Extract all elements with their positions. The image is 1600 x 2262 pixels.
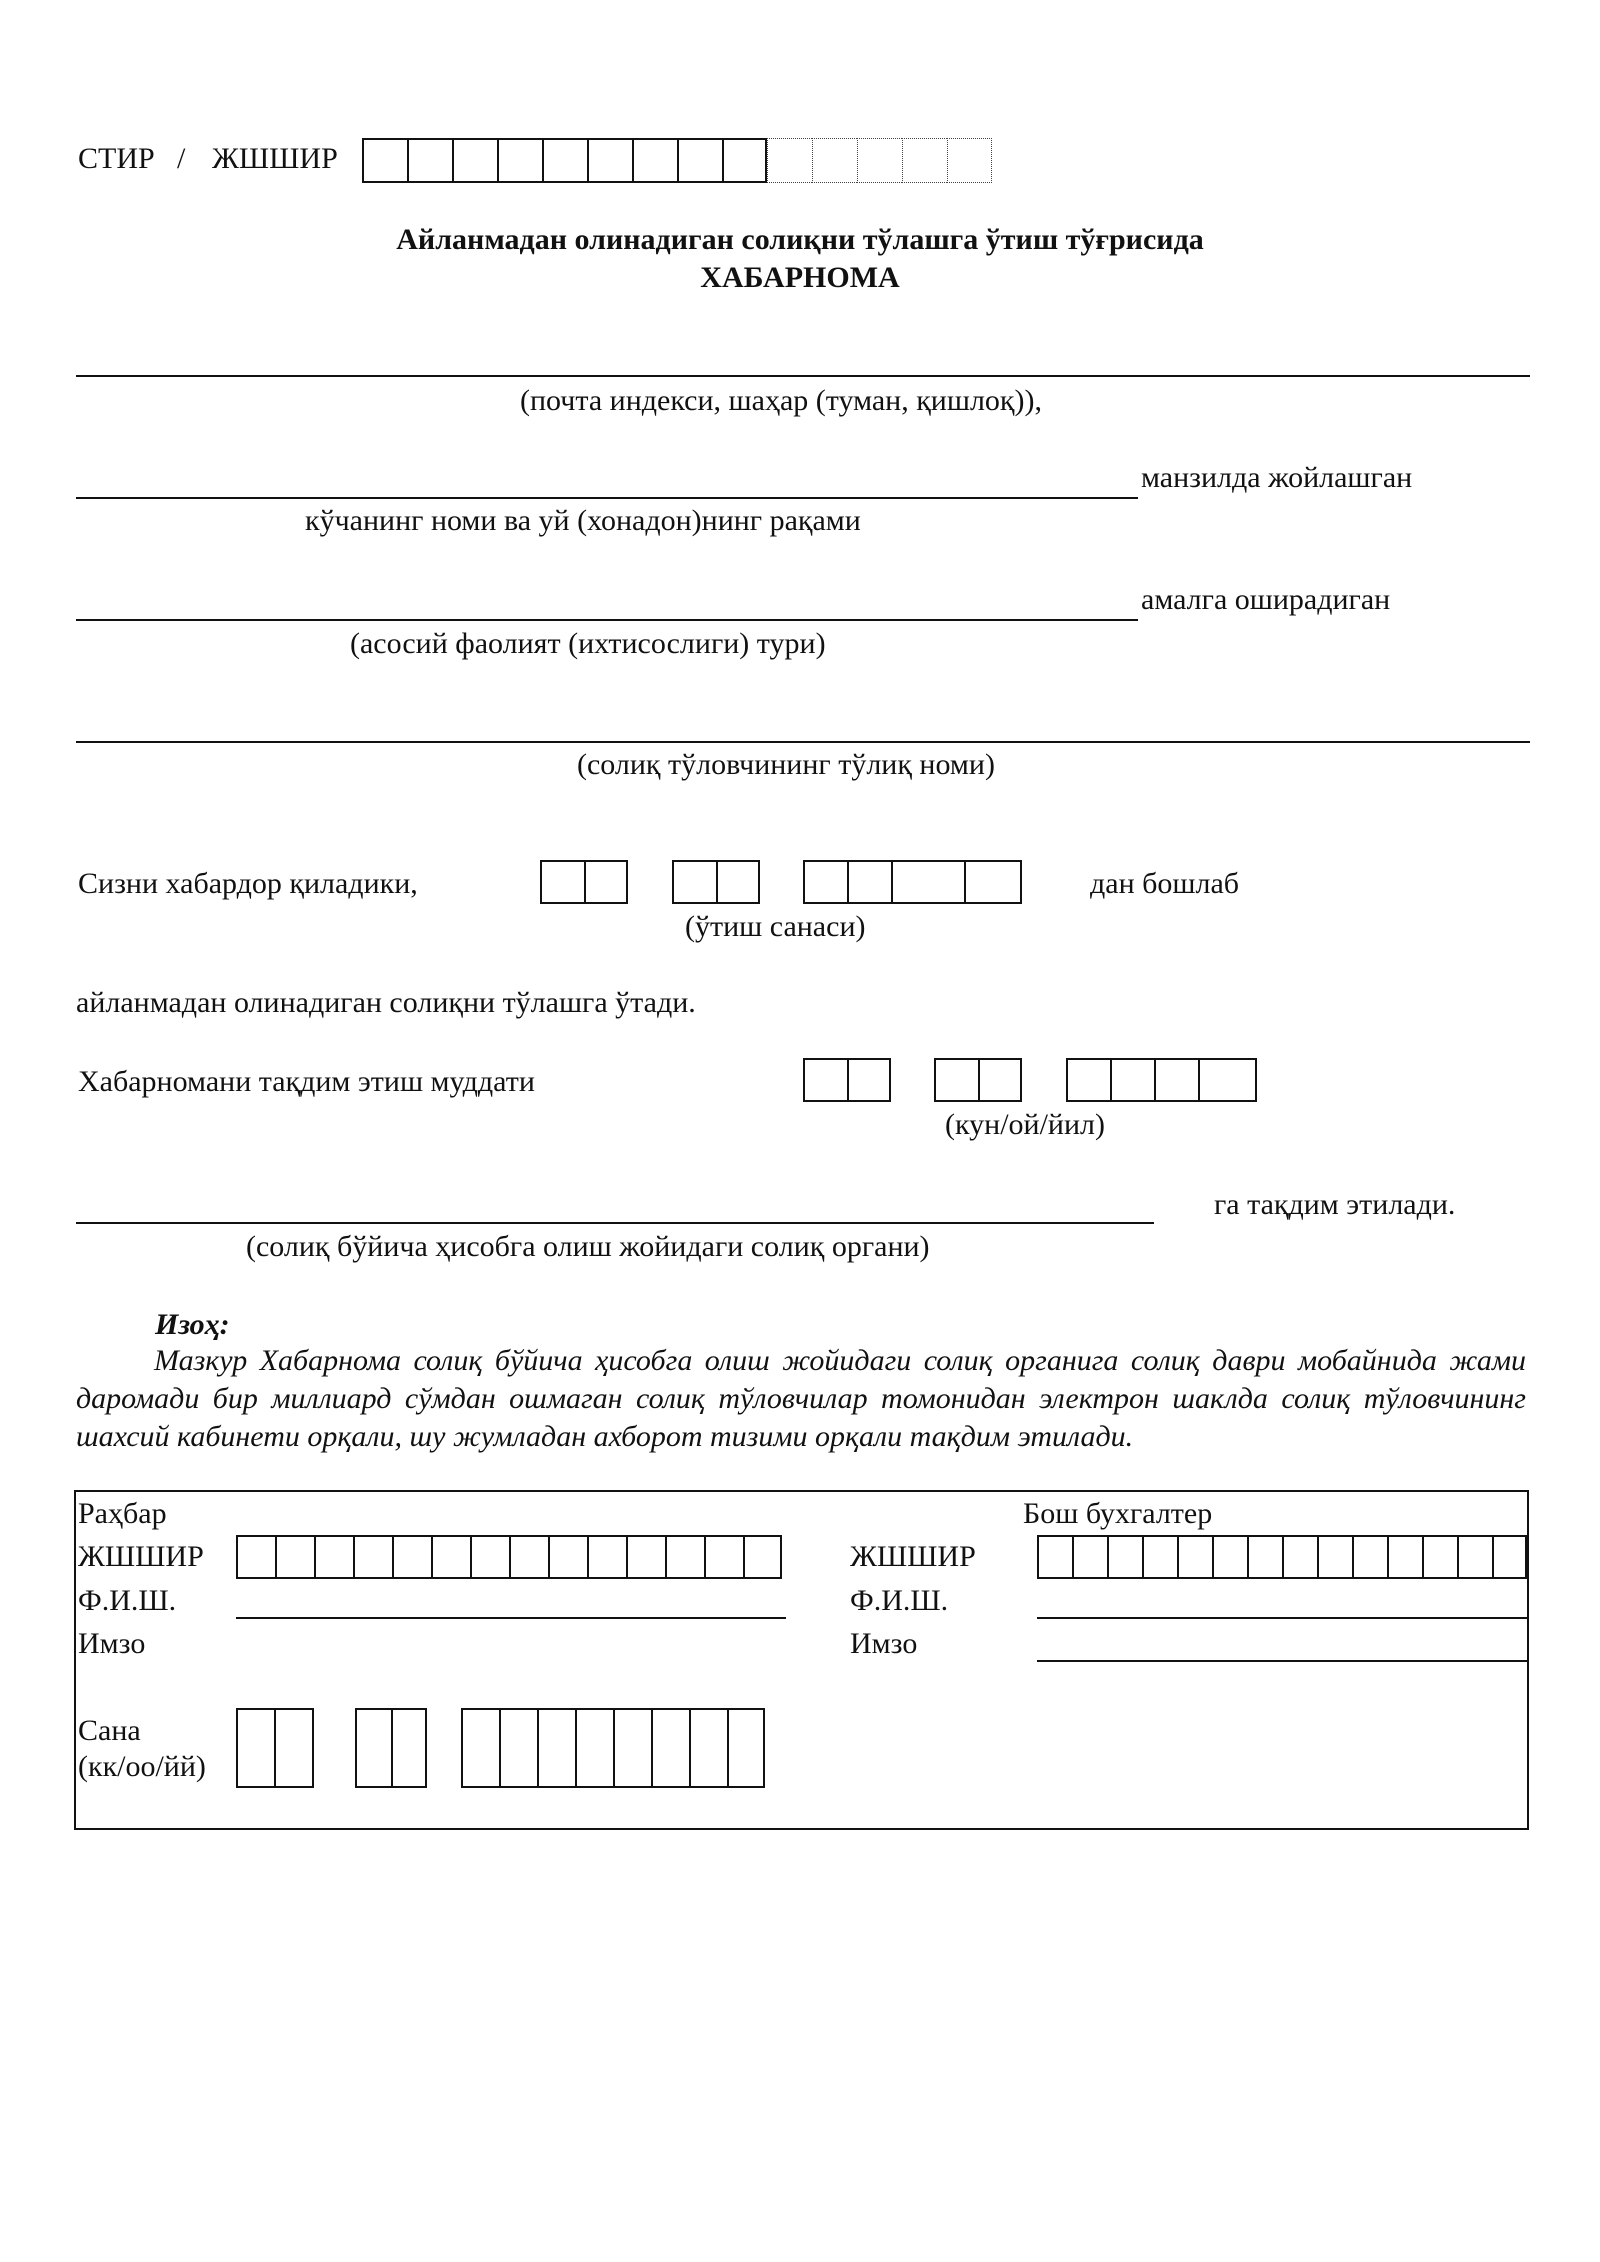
input-cell[interactable] (236, 1535, 275, 1579)
tax-authority-line[interactable] (76, 1222, 1154, 1224)
input-cell[interactable] (499, 1708, 537, 1788)
input-cell[interactable] (613, 1708, 651, 1788)
taxpayer-name-line[interactable] (76, 741, 1530, 743)
id-cell[interactable] (632, 138, 677, 183)
date-month-cells[interactable] (355, 1708, 427, 1788)
notify-lead-text: Сизни хабардор қиладики, (78, 867, 418, 900)
input-cell[interactable] (1457, 1535, 1492, 1579)
input-cell[interactable] (509, 1535, 548, 1579)
transition-day-cells[interactable] (540, 860, 628, 904)
input-cell[interactable] (575, 1708, 613, 1788)
id-cell[interactable] (407, 138, 452, 183)
from-suffix: дан бошлаб (1090, 867, 1240, 900)
accountant-role: Бош бухгалтер (1023, 1497, 1213, 1530)
tax-authority-caption: (солиқ бўйича ҳисобга олиш жойидаги солиқ органи) (246, 1230, 930, 1263)
accountant-pinfl-label: ЖШШИР (850, 1540, 976, 1573)
input-cell[interactable] (1317, 1535, 1352, 1579)
date-label: Сана (78, 1714, 141, 1747)
id-cell[interactable] (812, 138, 857, 183)
deadline-year-cells[interactable] (1066, 1058, 1257, 1102)
accountant-name-line[interactable] (1037, 1617, 1529, 1619)
id-cell[interactable] (677, 138, 722, 183)
input-cell[interactable] (704, 1535, 743, 1579)
submitted-suffix: га тақдим этилади. (1214, 1188, 1456, 1221)
director-name-label: Ф.И.Ш. (78, 1584, 177, 1617)
input-cell[interactable] (651, 1708, 689, 1788)
input-cell[interactable] (275, 1535, 314, 1579)
input-cell[interactable] (727, 1708, 765, 1788)
director-role: Раҳбар (78, 1497, 167, 1530)
id-cell[interactable] (857, 138, 902, 183)
input-cell[interactable] (1072, 1535, 1107, 1579)
id-cell[interactable] (452, 138, 497, 183)
note-title: Изоҳ: (155, 1308, 230, 1341)
id-cell[interactable] (902, 138, 947, 183)
input-cell[interactable] (743, 1535, 782, 1579)
tin-input-cells[interactable] (362, 138, 992, 183)
id-cell[interactable] (722, 138, 767, 183)
input-cell[interactable] (689, 1708, 727, 1788)
input-cell[interactable] (665, 1535, 704, 1579)
taxpayer-name-caption: (солиқ тўловчининг тўлиқ номи) (577, 748, 995, 781)
input-cell[interactable] (431, 1535, 470, 1579)
input-cell[interactable] (353, 1535, 392, 1579)
id-cell[interactable] (362, 138, 407, 183)
input-cell[interactable] (548, 1535, 587, 1579)
transition-year-cells[interactable] (803, 860, 1022, 904)
input-cell[interactable] (461, 1708, 499, 1788)
transition-month-cells[interactable] (672, 860, 760, 904)
director-pinfl-label: ЖШШИР (78, 1540, 204, 1573)
form-title: Айланмадан олинадиган солиқни тўлашга ўтиш тўғрисида (396, 223, 1204, 256)
deadline-month-cells[interactable] (934, 1058, 1022, 1102)
street-address-caption: кўчанинг номи ва уй (хонадон)нинг рақами (305, 504, 861, 537)
form-heading: ХАБАРНОМА (700, 261, 900, 294)
input-cell[interactable] (587, 1535, 626, 1579)
id-cell[interactable] (587, 138, 632, 183)
input-cell[interactable] (537, 1708, 575, 1788)
date-year-cells[interactable] (461, 1708, 765, 1788)
input-cell[interactable] (1142, 1535, 1177, 1579)
input-cell[interactable] (392, 1535, 431, 1579)
located-suffix: манзилда жойлашган (1141, 461, 1413, 494)
accountant-sign-label: Имзо (850, 1627, 918, 1660)
director-pinfl-cells[interactable] (236, 1535, 782, 1579)
id-cell[interactable] (947, 138, 992, 183)
input-cell[interactable] (1107, 1535, 1142, 1579)
transition-sentence: айланмадан олинадиган солиқни тўлашга ўтади. (76, 986, 696, 1019)
postal-address-line[interactable] (76, 375, 1530, 377)
input-cell[interactable] (470, 1535, 509, 1579)
accountant-sign-line[interactable] (1037, 1660, 1529, 1662)
tin-label: СТИР (78, 142, 155, 175)
date-format-label: (кк/оо/йй) (78, 1750, 206, 1783)
label-separator: / (177, 142, 186, 175)
input-cell[interactable] (314, 1535, 353, 1579)
street-address-line[interactable] (76, 497, 1138, 499)
input-cell[interactable] (1387, 1535, 1422, 1579)
input-cell[interactable] (1177, 1535, 1212, 1579)
note-text: Мазкур Хабарнома солиқ бўйича ҳисобга олиш жойидаги солиқ органига солиқ даври мобайнида жами даромади бир миллиард сўмдан ошмаган солиқ тўловчилар томонидан электрон шаклда солиқ тўловчининг шахсий кабинети орқали, шу жумладан ахборот тизими орқали тақдим этилади. (76, 1344, 1526, 1453)
director-sign-label: Имзо (78, 1627, 146, 1660)
transition-date-caption: (ўтиш санаси) (685, 910, 866, 943)
accountant-name-label: Ф.И.Ш. (850, 1584, 949, 1617)
accountant-pinfl-cells[interactable] (1037, 1535, 1527, 1579)
id-cell[interactable] (767, 138, 812, 183)
deadline-day-cells[interactable] (803, 1058, 891, 1102)
input-cell[interactable] (1492, 1535, 1527, 1579)
deadline-caption: (кун/ой/йил) (945, 1108, 1105, 1141)
deadline-label: Хабарномани тақдим этиш муддати (78, 1065, 535, 1098)
id-cell[interactable] (497, 138, 542, 183)
date-day-cells[interactable] (236, 1708, 314, 1788)
input-cell[interactable] (1037, 1535, 1072, 1579)
input-cell[interactable] (1212, 1535, 1247, 1579)
input-cell[interactable] (1282, 1535, 1317, 1579)
input-cell[interactable] (1352, 1535, 1387, 1579)
id-cell[interactable] (542, 138, 587, 183)
activity-suffix: амалга оширадиган (1141, 583, 1391, 616)
postal-address-caption: (почта индекси, шаҳар (туман, қишлоқ)), (520, 384, 1042, 417)
activity-line[interactable] (76, 619, 1138, 621)
input-cell[interactable] (1247, 1535, 1282, 1579)
pinfl-label: ЖШШИР (212, 142, 338, 175)
input-cell[interactable] (1422, 1535, 1457, 1579)
director-name-line[interactable] (236, 1617, 786, 1619)
input-cell[interactable] (626, 1535, 665, 1579)
activity-caption: (асосий фаолият (ихтисослиги) тури) (350, 627, 826, 660)
